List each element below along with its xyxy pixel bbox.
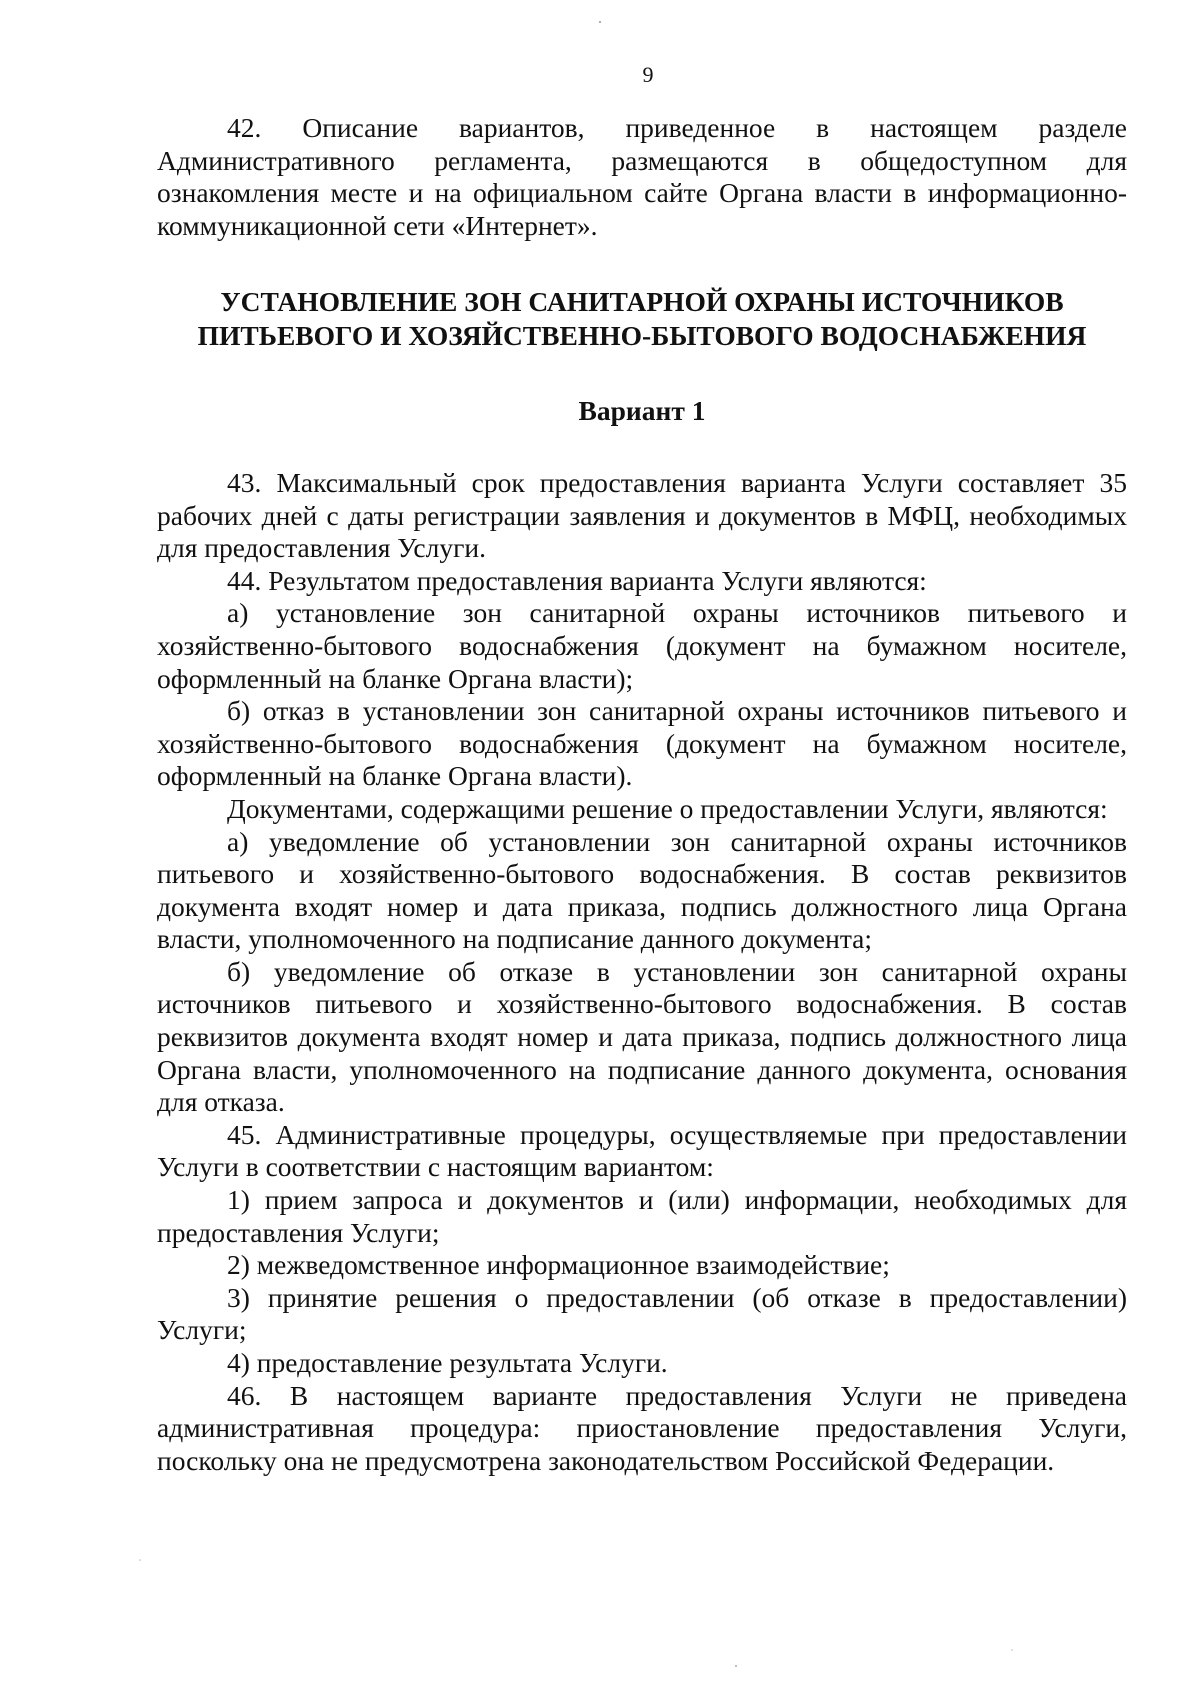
paragraph-44-b: б) отказ в установлении зон санитарной охраны источников питьевого и хозяйственно-бытового водоснабжения (документ на бумажном носителе, оформленный на бланке Органа власти). bbox=[157, 695, 1127, 792]
paragraph-42: 42. Описание вариантов, приведенное в настоящем разделе Административного регламента, размещаются в общедоступном для ознакомления месте и на официальном сайте Органа власти в информационно-коммуникационной сети «Интернет». bbox=[157, 112, 1127, 241]
paragraph-45: 45. Административные процедуры, осуществляемые при предоставлении Услуги в соответствии с настоящим вариантом: bbox=[157, 1118, 1127, 1183]
paragraph-46: 46. В настоящем варианте предоставления Услуги не приведена административная процедура: приостановление предоставления Услуги, поскольку она не предусмотрена законодательством Российской Федерации. bbox=[157, 1379, 1127, 1476]
paragraph-44-a: а) установление зон санитарной охраны источников питьевого и хозяйственно-бытового водоснабжения (документ на бумажном носителе, оформленный на бланке Органа власти); bbox=[157, 597, 1127, 694]
paragraph-44: 44. Результатом предоставления варианта Услуги являются: bbox=[227, 564, 927, 596]
paragraph-45-2: 2) межведомственное информационное взаимодействие; bbox=[227, 1249, 890, 1281]
paragraph-documents-a: а) уведомление об установлении зон санитарной охраны источников питьевого и хозяйственно-бытового водоснабжения. В состав реквизитов документа входят номер и дата приказа, подпись должностного лица Органа власти, уполномоченного на подписание данного документа; bbox=[157, 825, 1127, 955]
variant-heading: Вариант 1 bbox=[578, 395, 706, 427]
page-number: 9 bbox=[642, 62, 654, 87]
section-heading: УСТАНОВЛЕНИЕ ЗОН САНИТАРНОЙ ОХРАНЫ ИСТОЧНИКОВ ПИТЬЕВОГО И ХОЗЯЙСТВЕННО-БЫТОВОГО ВОДОСНАБЖЕНИЯ bbox=[197, 286, 1087, 352]
paragraph-43: 43. Максимальный срок предоставления варианта Услуги составляет 35 рабочих дней с даты регистрации заявления и документов в МФЦ, необходимых для предоставления Услуги. bbox=[157, 466, 1127, 564]
paragraph-documents-b: б) уведомление об отказе в установлении зон санитарной охраны источников питьевого и хозяйственно-бытового водоснабжения. В состав реквизитов документа входят номер и дата приказа, подпись должностного лица Органа власти, уполномоченного на подписание данного документа, основания для отказа. bbox=[157, 955, 1127, 1118]
paragraph-45-1: 1) прием запроса и документов и (или) информации, необходимых для предоставления Услуги; bbox=[157, 1184, 1127, 1248]
paragraph-documents: Документами, содержащими решение о предоставлении Услуги, являются: bbox=[227, 792, 1108, 824]
document-body bbox=[157, 112, 1127, 1477]
paragraph-45-4: 4) предоставление результата Услуги. bbox=[227, 1347, 668, 1378]
paragraph-45-3: 3) принятие решения о предоставлении (об отказе в предоставлении) Услуги; bbox=[157, 1281, 1127, 1346]
